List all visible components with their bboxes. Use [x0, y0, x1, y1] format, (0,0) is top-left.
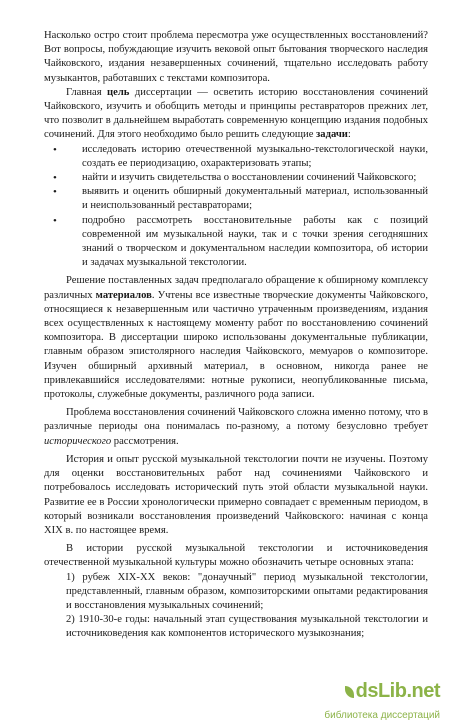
task-item [44, 143, 428, 171]
problem-italic: исторического [44, 435, 112, 447]
goal-text-c: : [347, 129, 351, 141]
materials-text-b: . Учтены все известные творческие документы Чайковского, относящиеся к незавершенным или частично утраченным произведениям, издания всех осуществленных к настоящему моменту работ по восстановлению сочинений композитора. В диссертации широко использованы документальные публикации, главным образом эпистолярного наследия Чайковского, мемуаров о композиторе. Изучен обширный архивный материал, в основном, никогда ранее не привлекавшийся исследователями: нотные рукописи, неопубликованные письма, протоколы, служебные документы, различного рода записи. [44, 289, 428, 401]
paragraph-stages: В истории русской музыкальной текстологии и источниковедения отечественной музыкальной культуры можно обозначить четыре основных этапа: [44, 543, 428, 569]
task-text: подробно рассмотреть восстановительные работы как с позиций современной им музыкальной науки, так и с точки зрения сегодняшних знаний о творческом и документальном наследии композитора, об истории и задачах музыкальной текстологии. [82, 214, 428, 269]
paragraph-materials [44, 274, 428, 402]
task-text: найти и изучить свидетельства о восстановлении сочинений Чайковского; [82, 172, 417, 184]
problem-text-a: Проблема восстановления сочинений Чайковского сложна именно потому, что в различные периоды она понималась по-разному, а потому безусловно требует [44, 407, 428, 433]
bullet-icon: • [53, 214, 57, 227]
materials-keyword: материалов [95, 289, 152, 301]
stage-item-2: 2) 1910-30-е годы: начальный этап существования музыкальной текстологии и источниковедения как компонентов исторического музыкознания; [66, 614, 428, 640]
tasks-list [44, 143, 428, 271]
watermark-logo-text: dsLib.net [355, 680, 440, 702]
goal-keyword: цель [107, 86, 130, 98]
materials-text-a: Решение поставленных задач предполагало обращение к обширному комплексу различных [44, 275, 428, 301]
paragraph-intro: Насколько остро стоит проблема пересмотра уже осуществленных восстановлений? Вот вопросы, побуждающие изучить вековой опыт бытования творческого наследия Чайковского, издания незавершенных сочинений, тщательно исследовать работу музыкантов, работавших с текстами композитора. [44, 30, 428, 84]
paragraph-goal [44, 86, 428, 143]
task-item [44, 185, 428, 213]
task-text: исследовать историю отечественной музыкально-текстологической науки, создать ее периодизацию, охарактеризовать этапы; [82, 143, 428, 169]
task-text: выявить и оценить обширный документальный материал, использованный и неиспользованный реставраторами; [82, 186, 428, 212]
watermark [310, 680, 440, 722]
bullet-icon: • [53, 186, 57, 199]
document-body [44, 29, 428, 642]
bullet-icon: • [53, 143, 57, 156]
tasks-keyword: задачи [316, 129, 348, 141]
leaf-icon [345, 686, 354, 698]
stage-item-1: 1) рубеж XIX-XX веков: "донаучный" период музыкальной текстологии, представленный, главным образом, композиторскими опытами редактирования и восстановления музыкальных сочинений; [66, 571, 428, 611]
watermark-subtitle: библиотека диссертаций [324, 710, 440, 721]
paragraph-problem [44, 406, 428, 449]
task-item [44, 214, 428, 271]
goal-text-b: диссертации — осветить историю восстановления сочинений Чайковского, изучить и обобщить методы и принципы реставраторов прежних лет, что позволит в дальнейшем выработать современную концепцию издания подобных сочинений. Для этого необходимо было решить следующие [44, 86, 428, 141]
watermark-logo [345, 680, 440, 702]
task-item [44, 171, 428, 185]
problem-text-b: рассмотрения. [111, 435, 179, 447]
paragraph-history: История и опыт русской музыкальной текстологии почти не изучены. Поэтому для оценки восстановительных работ над сочинениями Чайковского и потребовалось исследовать исторический путь этой области музыкальной науки. Развитие ее в России хронологически примерно совпадает с временным периодом, в который возникали восстановления произведений Чайковского: начиная с конца XIX в. по настоящее время. [44, 453, 428, 536]
bullet-icon: • [53, 172, 57, 185]
goal-text-a: Главная [66, 86, 108, 98]
